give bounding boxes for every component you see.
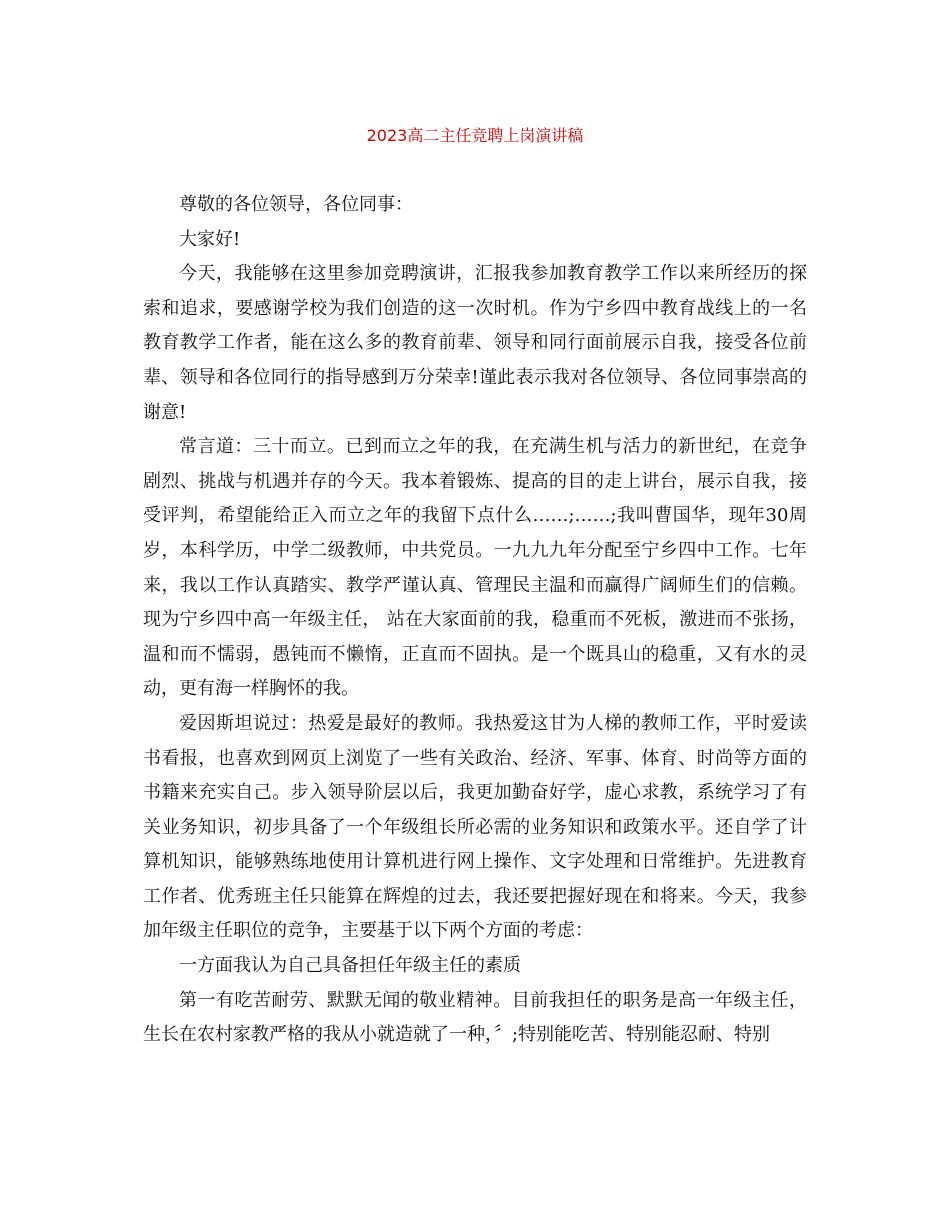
salutation-paragraph: 尊敬的各位领导，各位同事： bbox=[179, 194, 413, 215]
body-paragraph: 爱因斯坦说过：热爱是最好的教师。我热爱这甘为人梯的教师工作，平时爱读书看报，也喜欢到网页上浏览了一些有关政治、经济、军事、体育、时尚等方面的书籍来充实自己。步入领导阶层以后，我更加勤奋好学，虚心求教，系统学习了有关业务知识，初步具备了一个年级组长所必需的业务知识和政策水平。还自学了计算机知识，能够熟练地使用计算机进行网上操作、文字处理和日常维护。先进教育工作者、优秀班主任只能算在辉煌的过去，我还要把握好现在和将来。今天，我参加年级主任职位的竞争，主要基于以下两个方面的考虑： bbox=[143, 712, 807, 942]
body-paragraph: 第一有吃苦耐劳、默默无闻的敬业精神。目前我担任的职务是高一年级主任，生长在农村家教严格的我从小就造就了一种，〞;特别能吃苦、特别能忍耐、特别 bbox=[143, 989, 807, 1046]
document-body bbox=[143, 188, 807, 1053]
body-paragraph: 常言道：三十而立。已到而立之年的我，在充满生机与活力的新世纪，在竞争剧烈、挑战与机遇并存的今天。我本着锻炼、提高的目的走上讲台，展示自我，接受评判，希望能给正入而立之年的我留下点什么……;……;我叫曹国华，现年30周岁，本科学历，中学二级教师，中共党员。一九九九年分配至宁乡四中工作。七年来，我以工作认真踏实、教学严谨认真、管理民主温和而赢得广阔师生们的信赖。现为宁乡四中高一年级主任， 站在大家面前的我，稳重而不死板，激进而不张扬，温和而不懦弱，愚钝而不懒惰，正直而不固执。是一个既具山的稳重，又有水的灵动，更有海一样胸怀的我。 bbox=[143, 436, 807, 700]
document-title: 2023高二主任竞聘上岗演讲稿 bbox=[366, 126, 584, 145]
body-paragraph: 今天，我能够在这里参加竞聘演讲，汇报我参加教育教学工作以来所经历的探索和追求，要感谢学校为我们创造的这一次时机。作为宁乡四中教育战线上的一名教育教学工作者，能在这么多的教育前辈、领导和同行面前展示自我，接受各位前辈、领导和各位同行的指导感到万分荣幸!谨此表示我对各位领导、各位同事崇高的谢意! bbox=[143, 263, 807, 423]
section-heading-paragraph: 一方面我认为自己具备担任年级主任的素质 bbox=[179, 955, 521, 977]
greeting-paragraph: 大家好! bbox=[179, 228, 241, 250]
